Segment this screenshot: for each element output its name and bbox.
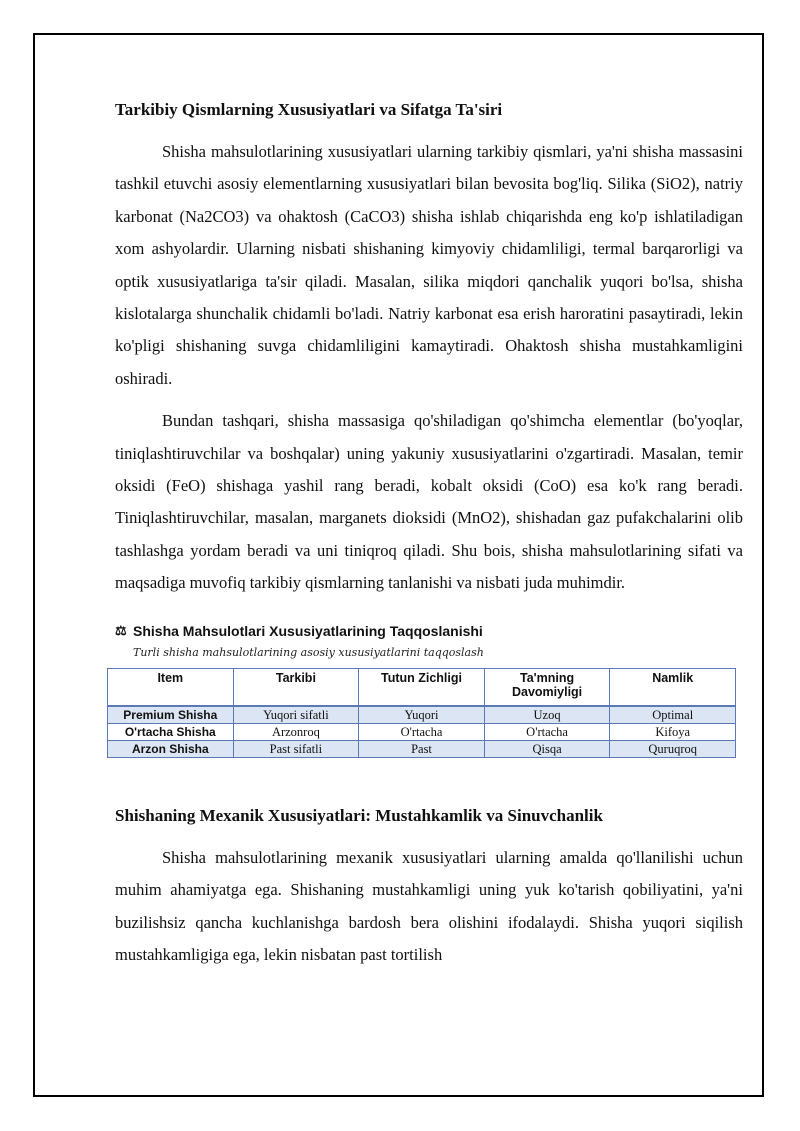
column-header: Item: [108, 668, 234, 706]
table-title-text: Shisha Mahsulotlari Xususiyatlarining Taqqoslanishi: [133, 622, 483, 639]
table-cell-item: Arzon Shisha: [108, 740, 234, 757]
balance-scale-icon: ⚖: [115, 622, 127, 638]
column-header: Namlik: [610, 668, 736, 706]
paragraph-composition-1: Shisha mahsulotlarining xususiyatlari ularning tarkibiy qismlari, ya'ni shisha massasini tashkil etuvchi asosiy elementlarning xususiyatlari bilan bevosita bog'liq. Silika (SiO2), natriy karbonat (Na2CO3) va ohaktosh (CaCO3) shisha ishlab chiqarishda eng ko'p ishlatiladigan xom ashyolardir. Ularning nisbati shishaning kimyoviy chidamliligi, termal barqarorligi va optik xususiyatlariga ta'sir qiladi. Masalan, silika miqdori qanchalik yuqori bo'lsa, shisha kislotalarga shunchalik chidamli bo'ladi. Natriy karbonat esa erish haroratini pasaytiradi, lekin ko'pligi shishaning suvga chidamliligini kamaytiradi. Ohaktosh shisha mustahkamligini oshiradi.: [115, 142, 743, 388]
table-cell: Yuqori sifatli: [233, 706, 359, 724]
table-row: [108, 723, 736, 740]
table-cell: O'rtacha: [484, 723, 610, 740]
table-cell: Optimal: [610, 706, 736, 724]
table-cell: Yuqori: [359, 706, 485, 724]
table-row: [108, 706, 736, 724]
paragraph-mechanical-1: Shisha mahsulotlarining mexanik xususiyatlari ularning amalda qo'llanilishi uchun muhim ahamiyatga ega. Shishaning mustahkamligi uning yuk ko'tarish qobiliyatini, ya'ni buzilishsiz qancha kuchlanishga bardosh bera olishini ifodalaydi. Shisha yuqori siqilish mustahkamligiga ega, lekin nisbatan past tortilish: [115, 847, 743, 964]
column-header: Ta'mning Davomiyligi: [484, 668, 610, 706]
section-heading-composition: Tarkibiy Qismlarning Xususiyatlari va Sifatga Ta'siri: [115, 100, 503, 119]
table-cell-item: Premium Shisha: [108, 706, 234, 724]
table-cell: Uzoq: [484, 706, 610, 724]
document-body: [115, 96, 743, 971]
table-cell: Kifoya: [610, 723, 736, 740]
table-subtitle: Turli shisha mahsulotlarining asosiy xususiyatlarini taqqoslash: [133, 645, 484, 659]
table-cell: Past sifatli: [233, 740, 359, 757]
paragraph-composition-2: Bundan tashqari, shisha massasiga qo'shiladigan qo'shimcha elementlar (bo'yoqlar, tiniqlashtiruvchilar va boshqalar) uning yakuniy xususiyatlarini o'zgartiradi. Masalan, temir oksidi (FeO) shishaga yashil rang beradi, kobalt oksidi (CoO) esa ko'k rang beradi. Tiniqlashtiruvchilar, masalan, marganets dioksidi (MnO2), shishadan gaz pufakchalarini olib tashlashga yordam beradi va uni tiniqroq qiladi. Shu bois, shisha mahsulotlarining sifati va maqsadiga muvofiq tarkibiy qismlarning tanlanishi va nisbati juda muhimdir.: [115, 411, 743, 593]
table-title: [115, 622, 743, 640]
table-cell: Qisqa: [484, 740, 610, 757]
column-header: Tarkibi: [233, 668, 359, 706]
table-cell: O'rtacha: [359, 723, 485, 740]
comparison-table: [107, 668, 736, 758]
table-cell: Arzonroq: [233, 723, 359, 740]
table-header-row: [108, 668, 736, 706]
table-row: [108, 740, 736, 757]
section-heading-mechanical: Shishaning Mexanik Xususiyatlari: Mustahkamlik va Sinuvchanlik: [115, 805, 603, 825]
table-cell: Past: [359, 740, 485, 757]
table-cell: Quruqroq: [610, 740, 736, 757]
column-header: Tutun Zichligi: [359, 668, 485, 706]
table-cell-item: O'rtacha Shisha: [108, 723, 234, 740]
